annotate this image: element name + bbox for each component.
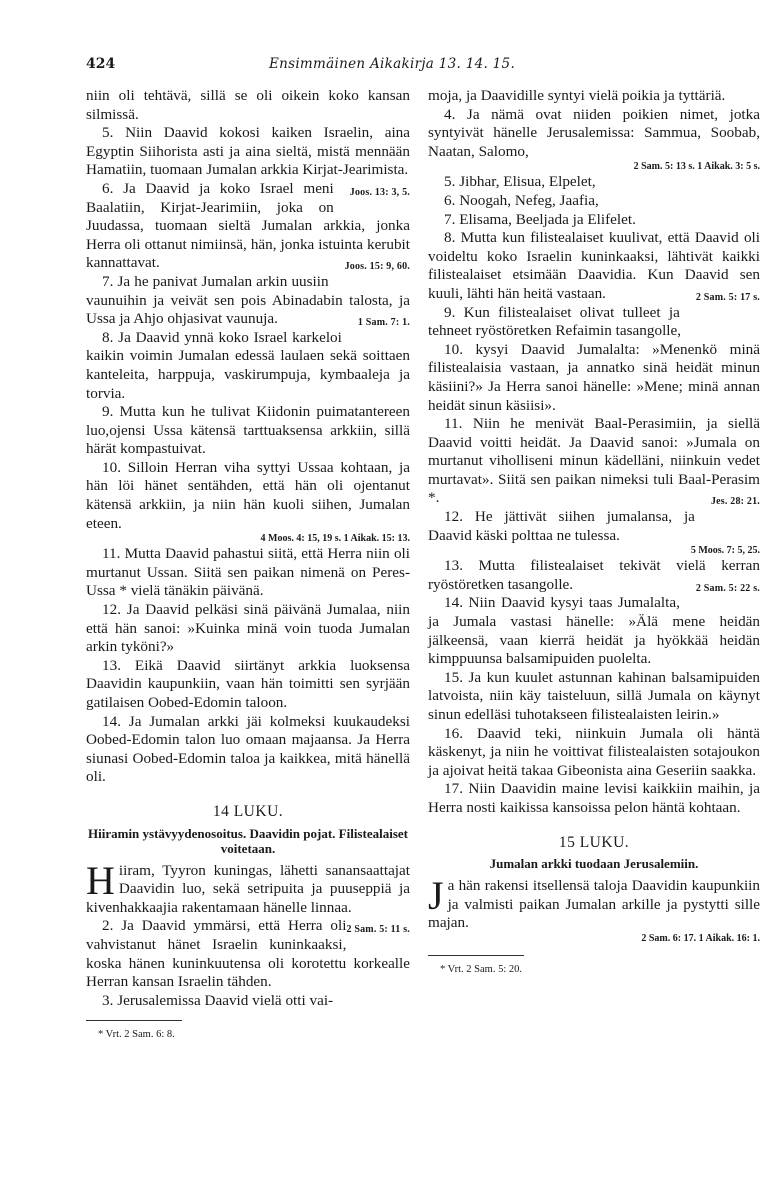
- page-number: 424: [86, 56, 116, 72]
- cross-reference: 2 Sam. 5: 17 s.: [695, 291, 760, 303]
- verse-13: 13. Mutta filistealaiset tekivät vielä kerran ryöstöretken tasangolle. 2 Sam. 5: 22 s.: [428, 557, 760, 594]
- cross-reference: 2 Sam. 5: 22 s.: [695, 582, 760, 594]
- cross-reference: 4 Moos. 4: 15, 19 s. 1 Aikak. 15: 13.: [260, 533, 410, 545]
- footnote: * Vrt. 2 Sam. 5: 20.: [440, 963, 523, 975]
- cross-reference: Joos. 15: 9, 60.: [344, 261, 410, 273]
- drop-cap: J: [428, 873, 444, 919]
- verse: moja, ja Daavidille syntyi vielä poikia ja tyttäriä.: [428, 87, 726, 104]
- verse-8: 8. Ja Daavid ynnä koko Israel karkeloi kaikin voimin Jumalan edessä laulaen sekä soittaen kanteleita, harppuja, vaskirumpuja, kymbaaleja ja torvia.: [86, 328, 410, 402]
- footnote-divider: [86, 1020, 182, 1021]
- verse-5: 5. Jibhar, Elisua, Elpelet,: [444, 173, 596, 191]
- cross-reference: 2 Sam. 6: 17. 1 Aikak. 16: 1.: [641, 932, 760, 944]
- verse-2: 2. Ja Daavid ymmärsi, että Herra oli vahvistanut hänet Israelin kuninkaaksi, koska hänen kuninkuutensa oli korotettu korkealle Herran kansan Israelin tähden.: [86, 917, 410, 991]
- drop-cap: H: [86, 857, 115, 903]
- cross-reference: 1 Sam. 7: 1.: [357, 317, 410, 329]
- verse-10: 10. Silloin Herran viha syttyi Ussaa kohtaan, ja hän löi hänet sentähden, että hän oli ojentanut kätensä arkkiin, ja niin hän kuoli siihen, Jumalan eteen.: [86, 458, 410, 532]
- verse-14: 14. Niin Daavid kysyi taas Jumalalta, ja Jumala vastasi hänelle: »Älä mene heidän jälkeensä, vaan kierrä heidät ja hyökkää heidän kimppuunsa balsamipuiden puolelta.: [428, 594, 760, 668]
- verse-5: 5. Niin Daavid kokosi kaiken Israelin, aina Egyptin Siihorista asti ja aina sieltä, mistä mennään Hamatiin, tuomaan Jumalan arkkia Kirjat-Jearimista. Joos. 13: 3, 5.: [86, 124, 410, 180]
- verse-7: 7. Ja he panivat Jumalan arkin uusiin vaunuihin ja veivät sen pois Abinadabin talosta, ja Ussa ja Ahjo ohjasivat vaunuja. 1 Sam. 7: 1.: [86, 273, 410, 329]
- verse-3: 3. Jerusalemissa Daavid vielä otti vai-: [102, 991, 334, 1009]
- right-column: [428, 87, 760, 980]
- verse-1: Ja hän rakensi itsellensä taloja Daavidin kaupunkiin ja valmisti paikan Jumalan arkille ja pystytti sille majan.: [428, 873, 760, 932]
- cross-reference: Joos. 13: 3, 5.: [349, 186, 410, 198]
- verse-11: 11. Niin he menivät Baal-Perasimiin, ja siellä Daavid voitti heidät. Ja Daavid sanoi: »Jumala on murtanut viholliseni minun kädelläni, niinkuin vedet murtavat». Siitä sen paikan nimeksi tuli Baal-Perasim *. Jes. 28: 21.: [428, 415, 760, 508]
- verse-6: 6. Noogah, Nefeg, Jaafia,: [444, 191, 599, 209]
- cross-reference: 5 Moos. 7: 5, 25.: [690, 545, 760, 557]
- verse-9: 9. Kun filistealaiset olivat tulleet ja tehneet ryöstöretken Refaimin tasangolle,: [428, 303, 682, 340]
- verse-11: 11. Mutta Daavid pahastui siitä, että Herra niin oli murtanut Ussan. Siitä sen paikan nimenä on Peres-Ussa * vielä tänäkin päivänä.: [86, 545, 410, 600]
- verse-4: 4. Ja nämä ovat niiden poikien nimet, jotka syntyivät hänelle Jerusalemissa: Sammua, Soobab, Naatan, Salomo,: [428, 105, 760, 160]
- verse-10: 10. kysyi Daavid Jumalalta: »Menenkö minä filistealaisia vastaan, ja annatko sinä heidät minun käsiini?» Ja Herra sanoi hänelle: »Mene; minä annan heidät sinun käsiisi».: [428, 340, 760, 414]
- verse-17: 17. Niin Daavidin maine levisi kaikkiin maihin, ja Herra nosti kaikissa kansoissa pelon häntä kohtaan.: [428, 780, 760, 816]
- footnote-divider: [428, 955, 524, 956]
- verse: niin oli tehtävä, sillä se oli oikein koko kansan silmissä.: [86, 87, 410, 123]
- running-title: Ensimmäinen Aikakirja 13. 14. 15.: [268, 56, 516, 72]
- verse-6: 6. Ja Daavid ja koko Israel meni Baalatiin, Kirjat-Jearimiin, joka on Juudassa, tuomaan sieltä Jumalan arkkia, jonka Herra oli ottanut nimiinsä, hän, jonka istuinta kerubit kannattavat. Joos. 15: 9, 60.: [86, 180, 410, 273]
- verse-13: 13. Eikä Daavid siirtänyt arkkia luoksensa Daavidin kaupunkiin, vaan hän toimitti sen syrjään gatilaisen Oobed-Edomin taloon.: [86, 656, 410, 711]
- chapter-summary: Hiiramin ystävyydenosoitus. Daavidin pojat. Filistealaiset voitetaan.: [88, 825, 408, 856]
- verse-1: Hiiram, Tyyron kuningas, lähetti sanansaattajat Daavidin luo, sekä setripuita ja puuseppiä ja kivenhakkaajia rakentamaan hänelle linnaa. 2 Sam. 5: 11 s.: [86, 862, 410, 918]
- verse-15: 15. Ja kun kuulet astunnan kahinan balsamipuiden latvoista, niin käy taisteluun, sillä Jumala on käynyt sinun edelläsi tuhotakseen filistealaisten leirin.»: [428, 668, 760, 723]
- verse-8: 8. Mutta kun filistealaiset kuulivat, että Daavid oli voideltu koko Israelin kuninkaaksi, lähtivät kaikki filistealaiset etsimään Daavidia. Kun Daavid sen kuuli, lähti hän heitä vastaan. 2 Sam. 5: 17 s.: [428, 229, 760, 303]
- chapter-title: 14 LUKU.: [212, 802, 284, 820]
- chapter-title: 15 LUKU.: [558, 833, 630, 851]
- chapter-summary: Jumalan arkki tuodaan Jerusalemiin.: [489, 856, 699, 872]
- cross-reference: 2 Sam. 5: 13 s. 1 Aikak. 3: 5 s.: [633, 161, 760, 173]
- verse-9: 9. Mutta kun he tulivat Kiidonin puimatantereen luo,ojensi Ussa kätensä tarttuaksensa arkkiin, sillä härät kompastuivat.: [86, 403, 410, 458]
- verse-12: 12. Ja Daavid pelkäsi sinä päivänä Jumalaa, niin että hän sanoi: »Kuinka minä voin tuoda Jumalan arkin tyköni?»: [86, 601, 410, 656]
- verse-12: 12. He jättivät siihen jumalansa, ja Daavid käski polttaa ne tulessa.: [428, 508, 695, 544]
- footnote: * Vrt. 2 Sam. 6: 8.: [98, 1029, 175, 1041]
- verse-16: 16. Daavid teki, niinkuin Jumala oli häntä käskenyt, ja niin he voittivat filistealaisten sotajoukon ja ajoivat heitä takaa Gibeonista aina Geseriin saakka.: [428, 724, 760, 779]
- verse-7: 7. Elisama, Beeljada ja Elifelet.: [444, 210, 636, 228]
- cross-reference: 2 Sam. 5: 11 s.: [346, 924, 410, 936]
- cross-reference: Jes. 28: 21.: [710, 496, 760, 508]
- verse-14: 14. Ja Jumalan arkki jäi kolmeksi kuukaudeksi Oobed-Edomin talon luo omaan majaansa. Ja Herra siunasi Oobed-Edomin taloa ja kaikkea, mitä hänellä oli.: [86, 712, 410, 786]
- left-column: [86, 87, 410, 1045]
- page-header: [0, 56, 784, 80]
